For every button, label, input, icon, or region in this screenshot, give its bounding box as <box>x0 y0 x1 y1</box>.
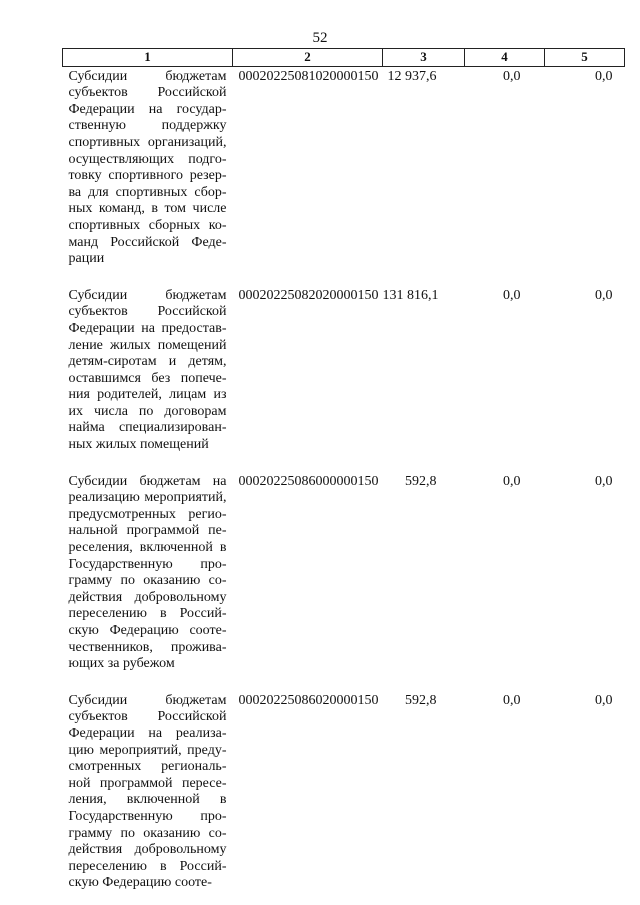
row-value-col4: 0,0 <box>503 692 521 708</box>
row-description: Субсидии бюджетам субъектов Российской Федерации на предоставление жилых помещений детям-сиротам и детям, оставшимся без попечения родителей, лицам из их числа по договорам найма специализированных жилых помещений <box>68 287 227 453</box>
row-value-col3: 592,8 <box>405 692 437 708</box>
row-value-col4: 0,0 <box>503 473 521 489</box>
row-value-col3: 12 937,6 <box>387 68 437 84</box>
row-code: 00020225081020000150 <box>238 68 379 84</box>
row-code: 00020225082020000150 <box>238 287 379 303</box>
row-value-col3: 131 816,1 <box>382 287 439 303</box>
table-row <box>63 286 625 454</box>
header-col-1: 1 <box>63 49 233 67</box>
table-header-row <box>63 49 625 67</box>
row-spacer <box>63 268 625 286</box>
page-number: 52 <box>312 30 328 46</box>
header-col-3: 3 <box>383 49 465 67</box>
row-code: 00020225086020000150 <box>238 692 379 708</box>
row-spacer <box>63 454 625 472</box>
row-code: 00020225086000000150 <box>238 473 379 489</box>
row-value-col3: 592,8 <box>405 473 437 489</box>
table-row <box>63 66 625 268</box>
header-col-4: 4 <box>465 49 545 67</box>
row-value-col5: 0,0 <box>595 473 613 489</box>
row-value-col5: 0,0 <box>595 68 613 84</box>
row-description: Субсидии бюджетам на реализацию мероприятий, предусмотренных региональной программой переселения, включенной в Государственную программу по оказанию содействия добровольному переселению в Российскую Федерацию соотeчественников, проживающих за рубежом <box>68 473 227 672</box>
row-description: Субсидии бюджетам субъектов Российской Федерации на государственную поддержку спортивных организаций, осуществляющих подготовку спортивного резерва для спортивных сборных команд, в том числе спортивных сборных команд Российской Федерации <box>68 68 227 267</box>
row-value-col4: 0,0 <box>503 68 521 84</box>
header-col-5: 5 <box>545 49 625 67</box>
table-row <box>63 691 625 892</box>
row-value-col4: 0,0 <box>503 287 521 303</box>
row-spacer <box>63 673 625 691</box>
table-row <box>63 472 625 673</box>
row-value-col5: 0,0 <box>595 692 613 708</box>
header-col-2: 2 <box>233 49 383 67</box>
budget-table <box>62 48 625 892</box>
row-value-col5: 0,0 <box>595 287 613 303</box>
row-description: Субсидии бюджетам субъектов Российской Федерации на реализацию мероприятий, предусмотренных региональной программой переселения, включенной в Государственную программу по оказанию содействия добровольному переселению в Российскую Федерацию сооте- <box>68 692 227 891</box>
